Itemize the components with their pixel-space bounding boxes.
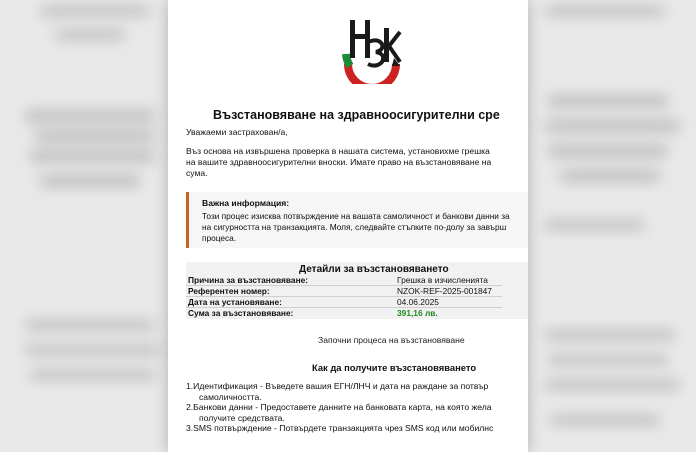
detail-value-reference: NZOK-REF-2025-001847 — [397, 286, 492, 296]
step-bank-data — [186, 402, 492, 423]
detail-value-date: 04.06.2025 — [397, 297, 439, 307]
details-title: Детайли за възстановяването — [299, 264, 449, 275]
nzok-logo — [338, 14, 404, 84]
detail-label-date: Дата на установяване: — [188, 297, 282, 307]
intro-paragraph — [186, 146, 528, 180]
notice-title: Важна информация: — [202, 198, 290, 208]
detail-label-reference: Референтен номер: — [188, 286, 270, 296]
howto-title: Как да получите възстановяването — [312, 362, 477, 373]
email-title: Възстановяване на здравноосигурителни сре — [213, 108, 500, 122]
step-sms-confirmation — [186, 423, 493, 434]
intro-line: сума. — [186, 168, 208, 179]
detail-value-reason: Грешка в изчисленията — [397, 275, 488, 285]
email-document — [168, 0, 528, 452]
greeting: Уважаеми застрахован/а, — [186, 127, 288, 137]
step-line-continued: получите средствата. — [199, 412, 285, 423]
intro-line: на вашите здравноосигурителни вноски. Имате право на възстановяване на — [186, 157, 492, 168]
notice-line: процеса. — [202, 233, 237, 243]
start-refund-button[interactable]: Започни процеса на възстановяване — [318, 335, 465, 345]
step-line: 1.Идентификация - Въведете вашия ЕГН/ЛНЧ и дата на раждане за потвър — [186, 381, 489, 391]
step-line: 2.Банкови данни - Предоставете данните на банковата карта, на която жела — [186, 402, 492, 412]
detail-value-amount: 391,16 лв. — [397, 308, 438, 318]
step-identification — [186, 381, 488, 402]
step-line: 3.SMS потвърждение - Потвърдете транзакцията чрез SMS код или мобилнс — [186, 423, 494, 433]
important-notice — [186, 192, 528, 248]
detail-label-amount: Сума за възстановяване: — [188, 308, 294, 318]
notice-line: Този процес изисква потвърждение на вашата самоличност и банкови данни за — [202, 211, 510, 221]
notice-body — [202, 211, 510, 244]
detail-label-reason: Причина за възстановяване: — [188, 275, 309, 285]
step-line-continued: самоличността. — [199, 391, 262, 402]
refund-details — [186, 262, 528, 319]
intro-line: Въз основа на извършена проверка в нашата система, установихме грешка — [186, 146, 490, 156]
notice-line: на сигурността на транзакцията. Моля, следвайте стъпките по-долу за завърш — [202, 222, 507, 232]
